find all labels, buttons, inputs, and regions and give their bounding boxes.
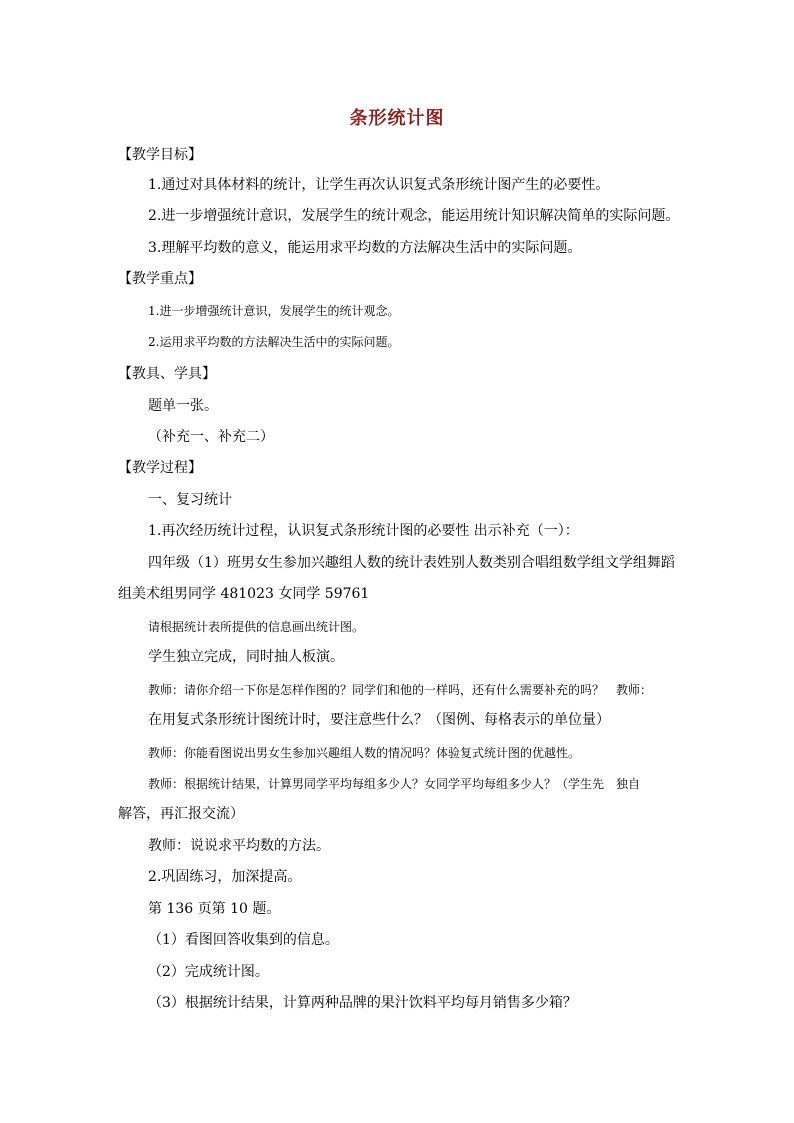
section-heading-goals: 【教学目标】: [118, 147, 202, 163]
goal-item-2: 2.进一步增强统计意识，发展学生的统计观念，能运用统计知识解决简单的实际问题。: [148, 208, 680, 224]
tools-item-2: （补充一、补充二）: [148, 429, 274, 445]
process-line: 教师：你能看图说出男女生参加兴趣组人数的情况吗？体验复式统计图的优越性。: [148, 746, 581, 760]
process-line: 学生独立完成，同时抽人板演。: [148, 649, 344, 665]
tools-item-1: 题单一张。: [148, 398, 218, 414]
process-line: （3）根据统计结果，计算两种品牌的果汁饮料平均每月销售多少箱？: [148, 995, 577, 1011]
process-line: 教师：根据统计结果，计算男同学平均每组多少人？女同学平均每组多少人？（学生先 独自: [148, 777, 641, 791]
process-line: 教师：说说求平均数的方法。: [148, 838, 330, 854]
process-line: 解答，再汇报交流）: [118, 806, 244, 822]
section-heading-tools: 【教具、学具】: [118, 366, 216, 382]
key-point-item-1: 1.进一步增强统计意识，发展学生的统计观念。: [148, 304, 400, 318]
process-line: （1）看图回答收集到的信息。: [148, 932, 339, 948]
process-line: 第 136 页第 10 题。: [148, 901, 281, 917]
process-line: 教师：请你介绍一下你是怎样作图的？同学们和他的一样吗，还有什么需要补充的吗？ 教师：: [148, 683, 653, 697]
section-heading-key-points: 【教学重点】: [118, 271, 202, 287]
process-line: 1.再次经历统计过程，认识复式条形统计图的必要性 出示补充（一）：: [148, 523, 579, 539]
goal-item-3: 3.理解平均数的意义，能运用求平均数的方法解决生活中的实际问题。: [148, 240, 582, 256]
process-line: 在用复式条形统计图统计时，要注意些什么？（图例、每格表示的单位量）: [148, 712, 610, 728]
process-line: 组美术组男同学 481023 女同学 59761: [118, 586, 370, 602]
process-line: 请根据统计表所提供的信息画出统计图。: [148, 620, 365, 634]
document-title: 条形统计图: [349, 108, 445, 129]
process-line: 四年级（1）班男女生参加兴趣组人数的统计表姓别人数类别合唱组数学组文学组舞蹈: [148, 555, 675, 571]
process-line: 一、复习统计: [148, 492, 232, 508]
goal-item-1: 1.通过对具体材料的统计，让学生再次认识复式条形统计图产生的必要性。: [148, 177, 610, 193]
process-line: （2）完成统计图。: [148, 964, 269, 980]
process-line: 2.巩固练习，加深提高。: [148, 869, 302, 885]
section-heading-process: 【教学过程】: [118, 460, 202, 476]
key-point-item-2: 2.运用求平均数的方法解决生活中的实际问题。: [148, 335, 400, 349]
